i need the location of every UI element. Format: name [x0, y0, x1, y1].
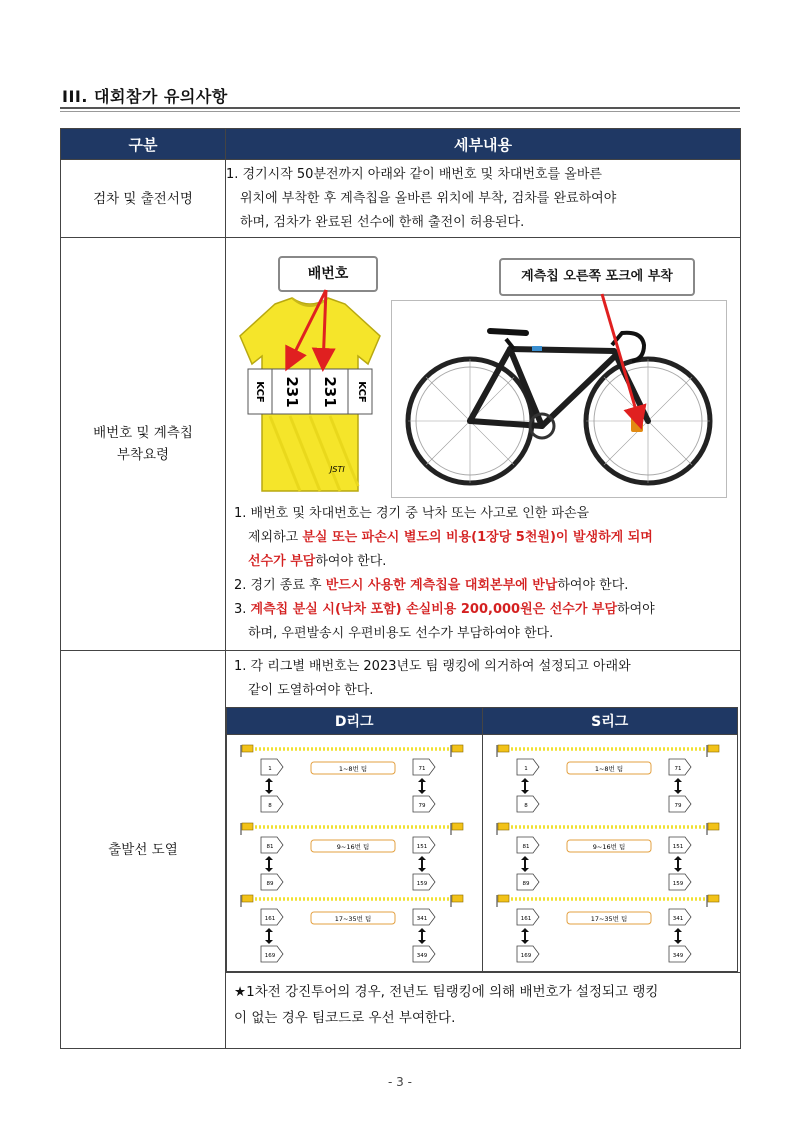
rule-1-line-1: 1. 배번호 및 차대번호는 경기 중 낙차 또는 사고로 인한 파손을 — [234, 506, 590, 521]
bib-number-tag — [517, 759, 539, 775]
bib-number: 151 — [416, 844, 428, 850]
bib-number-tag — [517, 946, 539, 962]
double-arrow-icon — [418, 928, 426, 944]
flag-icon — [451, 745, 463, 757]
bib-number: 81 — [266, 844, 274, 850]
bib-number-tag — [413, 874, 435, 890]
category-inspection: 검차 및 출전서명 — [61, 160, 226, 238]
inspection-line-1: 1. 경기시작 50분전까지 아래와 같이 배번호 및 차대번호를 올바른 — [226, 166, 602, 182]
flag-icon — [241, 823, 253, 835]
double-arrow-icon — [521, 856, 529, 872]
bib-number: 71 — [418, 766, 426, 772]
rule-3-line-2: 하며, 우편발송시 우편비용도 선수가 부담하여야 한다. — [248, 626, 554, 641]
inspection-line-3: 하며, 검차가 완료된 선수에 한해 출전이 허용된다. — [240, 214, 525, 230]
flag-icon — [497, 745, 509, 757]
rule-3-emphasis: 계측칩 분실 시(낙차 포함) 손실비용 200,000원은 선수가 부담 — [250, 602, 618, 617]
flag-icon — [497, 823, 509, 835]
league-d-header: D리그 — [227, 708, 483, 735]
rule-1-line-3 — [234, 550, 732, 574]
attachment-illustration — [226, 238, 740, 500]
lineup-intro — [226, 651, 740, 703]
double-arrow-icon — [265, 856, 273, 872]
team-range-label: 17~35번 팀 — [334, 915, 372, 923]
bib-number: 169 — [264, 953, 276, 959]
chip-label: 계측칩 오른쪽 포크에 부착 — [499, 258, 695, 296]
category-attachment — [61, 238, 226, 651]
details-attachment — [226, 238, 741, 651]
bib-number-tag — [413, 946, 435, 962]
team-range-label: 1~8번 팀 — [594, 765, 623, 773]
category-lineup: 출발선 도열 — [61, 651, 226, 1049]
bib-number-tag — [413, 909, 435, 925]
bib-number: 161 — [520, 916, 531, 922]
flag-icon — [497, 895, 509, 907]
bib-number: 79 — [418, 803, 426, 809]
bib-number-tag — [517, 874, 539, 890]
double-arrow-icon — [674, 928, 682, 944]
title-rule-thin — [60, 111, 740, 112]
bib-number-tag — [261, 759, 283, 775]
team-range-label: 9~16번 팀 — [592, 843, 625, 851]
page-number: - 3 - — [388, 1075, 412, 1089]
jersey-tag-2: 231 — [283, 376, 301, 408]
lineup-line-2: 같이 도열하여야 한다. — [248, 683, 374, 698]
double-arrow-icon — [418, 778, 426, 794]
lineup-diagram-s — [483, 735, 738, 967]
flag-icon — [707, 745, 719, 757]
bib-number: 169 — [520, 953, 531, 959]
bib-number-tag — [261, 946, 283, 962]
attachment-category-line-2: 부착요령 — [116, 447, 170, 463]
double-arrow-icon — [265, 778, 273, 794]
flag-icon — [241, 745, 253, 757]
rule-3-plain: 3. — [234, 602, 251, 617]
double-arrow-icon — [674, 778, 682, 794]
bib-number: 89 — [522, 881, 529, 887]
details-inspection — [226, 160, 741, 238]
rule-1-emphasis-2: 선수가 부담 — [248, 554, 316, 569]
bib-number-tag — [669, 796, 691, 812]
note-line-1: ★1차전 강진투어의 경우, 전년도 팀랭킹에 의해 배번호가 설정되고 랭킹 — [234, 984, 659, 1000]
jersey-tag-3: 231 — [321, 376, 339, 408]
bib-number: 341 — [416, 916, 428, 922]
flag-icon — [451, 895, 463, 907]
flag-icon — [451, 823, 463, 835]
flag-icon — [241, 895, 253, 907]
bib-number: 8 — [268, 803, 272, 809]
flag-icon — [707, 895, 719, 907]
bib-number: 161 — [264, 916, 276, 922]
bib-number-tag — [669, 874, 691, 890]
bib-number-tag — [669, 909, 691, 925]
bib-number: 79 — [674, 803, 681, 809]
bib-number: 71 — [674, 766, 681, 772]
pointer-arrows — [226, 238, 741, 500]
league-s-diagram — [482, 735, 738, 972]
team-range-label: 9~16번 팀 — [336, 843, 370, 851]
rule-2-emphasis: 반드시 사용한 계측칩을 대회본부에 반납 — [325, 578, 558, 593]
bib-number-tag — [261, 874, 283, 890]
double-arrow-icon — [521, 928, 529, 944]
bib-number-tag — [669, 759, 691, 775]
rule-1-line-2 — [234, 526, 732, 550]
rule-3-line-1 — [234, 598, 732, 622]
bib-number-tag — [261, 837, 283, 853]
rule-3-plain-2: 하여야 — [617, 602, 655, 617]
jersey-brand: JSTI — [330, 465, 345, 474]
lineup-line-1: 1. 각 리그별 배번호는 2023년도 팀 랭킹에 의거하여 설정되고 아래와 — [234, 659, 631, 674]
rule-2-plain-2: 하여야 한다. — [557, 578, 629, 593]
jersey-tag-1: KCF — [254, 381, 265, 403]
bib-number: 341 — [672, 916, 683, 922]
jersey-tag-4: KCF — [356, 381, 367, 403]
lineup-note — [226, 972, 740, 1037]
double-arrow-icon — [418, 856, 426, 872]
double-arrow-icon — [521, 778, 529, 794]
bib-number: 81 — [522, 844, 529, 850]
note-line-2: 이 없는 경우 팀코드로 우선 부여한다. — [234, 1010, 456, 1026]
double-arrow-icon — [265, 928, 273, 944]
bib-number-tag — [517, 837, 539, 853]
league-table — [226, 707, 738, 972]
details-lineup — [226, 651, 741, 1049]
bib-number-tag — [669, 946, 691, 962]
section-title: III. 대회참가 유의사항 — [62, 87, 228, 106]
rule-2-plain: 2. 경기 종료 후 — [234, 578, 326, 593]
header-category: 구분 — [61, 129, 226, 160]
rule-1-plain: 제외하고 — [248, 530, 303, 545]
header-details: 세부내용 — [226, 129, 741, 160]
double-arrow-icon — [674, 856, 682, 872]
bib-number: 159 — [672, 881, 683, 887]
bib-number: 89 — [266, 881, 274, 887]
rule-2 — [234, 574, 732, 598]
bib-number: 1 — [268, 766, 272, 772]
bib-number-tag — [517, 909, 539, 925]
bib-number: 349 — [416, 953, 428, 959]
attachment-category-line-1: 배번호 및 계측칩 — [93, 425, 193, 441]
number-label: 배번호 — [278, 256, 378, 292]
attachment-rules — [226, 500, 740, 650]
bib-number: 159 — [416, 881, 428, 887]
bib-number-tag — [517, 796, 539, 812]
bib-number: 8 — [523, 803, 528, 809]
title-rule — [60, 107, 740, 109]
rule-1-plain-2: 하여야 한다. — [315, 554, 387, 569]
bib-number: 349 — [672, 953, 683, 959]
bib-number-tag — [413, 796, 435, 812]
flag-icon — [707, 823, 719, 835]
league-s-header: S리그 — [482, 708, 738, 735]
bib-number-tag — [261, 796, 283, 812]
bib-number: 151 — [672, 844, 683, 850]
lineup-diagram-d — [227, 735, 482, 967]
bib-number-tag — [261, 909, 283, 925]
rule-1-emphasis: 분실 또는 파손시 별도의 비용(1장당 5천원)이 발생하게 되며 — [302, 530, 653, 545]
bib-number-tag — [413, 837, 435, 853]
team-range-label: 1~8번 팀 — [338, 765, 368, 773]
inspection-line-2: 위치에 부착한 후 계측칩을 올바른 위치에 부착, 검차를 완료하여야 — [240, 190, 617, 206]
team-range-label: 17~35번 팀 — [590, 915, 627, 923]
bib-number-tag — [669, 837, 691, 853]
league-d-diagram — [227, 735, 483, 972]
bib-number: 1 — [523, 766, 528, 772]
notice-table — [60, 128, 741, 1049]
bib-number-tag — [413, 759, 435, 775]
